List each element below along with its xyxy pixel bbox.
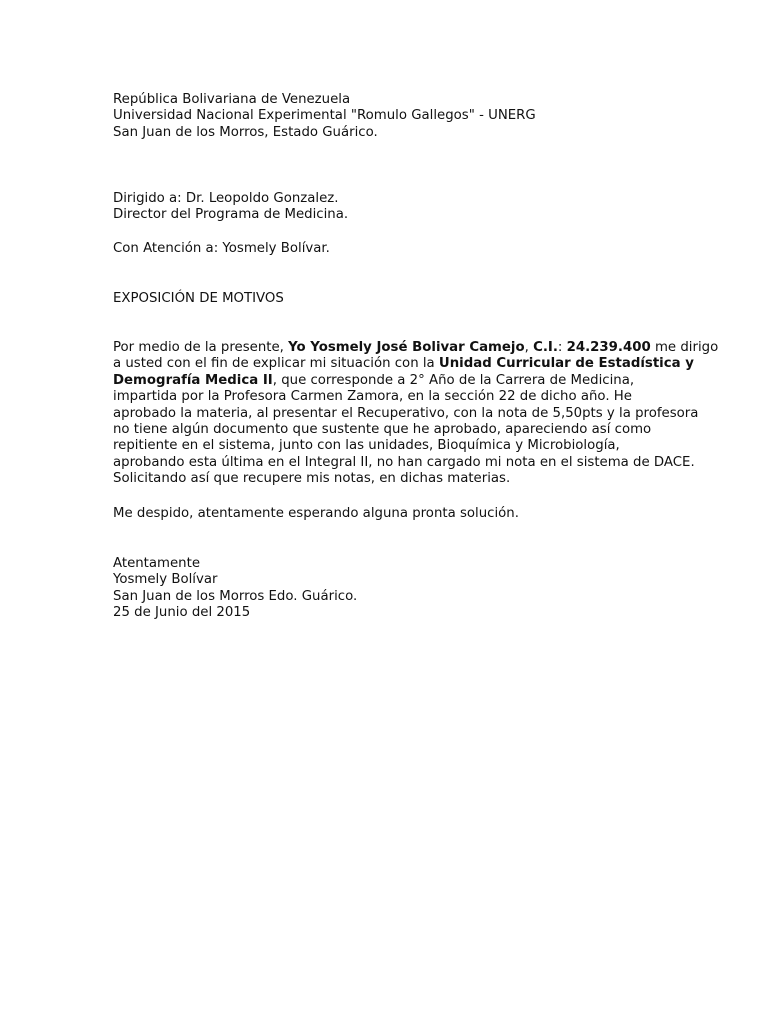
signature-location: San Juan de los Morros Edo. Guárico. (113, 588, 358, 604)
letter-attention (113, 241, 668, 257)
header-location: San Juan de los Morros, Estado Guárico. (113, 124, 378, 140)
body-text: a usted con el fin de explicar mi situación con la (113, 356, 439, 372)
body-line-1 (113, 340, 719, 356)
body-line-7: repitiente en el sistema, junto con las unidades, Bioquímica y Microbiología, (113, 438, 620, 454)
signature-salutation: Atentamente (113, 556, 201, 571)
body-line-5: aprobado la materia, al presentar el Recuperativo, con la nota de 5,50pts y la profesora (113, 405, 699, 421)
heading-text: EXPOSICIÓN DE MOTIVOS (113, 291, 284, 306)
header-university: Universidad Nacional Experimental "Romulo Gallegos" - UNERG (113, 108, 536, 124)
body-text: Por medio de la presente, (113, 340, 289, 355)
header-country: República Bolivariana de Venezuela (113, 92, 351, 107)
letter-header (113, 92, 668, 141)
signature-name: Yosmely Bolívar (113, 572, 218, 588)
recipient-name: Dirigido a: Dr. Leopoldo Gonzalez. (113, 191, 339, 206)
body-text: , (524, 340, 534, 355)
student-name: Yo Yosmely José Bolivar Camejo (288, 340, 525, 355)
ci-number: 24.239.400 (566, 340, 651, 355)
letter-heading (113, 291, 668, 307)
attention-line: Con Atención a: Yosmely Bolívar. (113, 241, 330, 256)
body-text: : (557, 340, 567, 355)
letter-signature (113, 556, 668, 622)
letter-recipient (113, 191, 668, 224)
body-line-2 (113, 356, 694, 372)
body-text: me dirigo (650, 340, 719, 355)
body-line-4: impartida por la Profesora Carmen Zamora, en la sección 22 de dicho año. He (113, 389, 632, 405)
closing-line: Me despido, atentamente esperando alguna pronta solución. (113, 506, 519, 521)
body-text: , que corresponde a 2° Año de la Carrera de Medicina, (272, 372, 635, 388)
course-name: Unidad Curricular de Estadística y (438, 356, 694, 372)
course-name: Demografía Medica II (113, 372, 273, 388)
recipient-title: Director del Programa de Medicina. (113, 207, 349, 223)
body-line-6: no tiene algún documento que sustente que he aprobado, apareciendo así como (113, 422, 652, 438)
body-line-9: Solicitando así que recupere mis notas, en dichas materias. (113, 471, 511, 487)
letter-body (113, 340, 719, 488)
ci-label: C.I. (533, 340, 558, 355)
body-line-3 (113, 373, 661, 389)
signature-date: 25 de Junio del 2015 (113, 605, 251, 621)
body-line-8: aprobando esta última en el Integral II, no han cargado mi nota en el sistema de DACE. (113, 454, 695, 470)
letter-closing (113, 506, 668, 522)
